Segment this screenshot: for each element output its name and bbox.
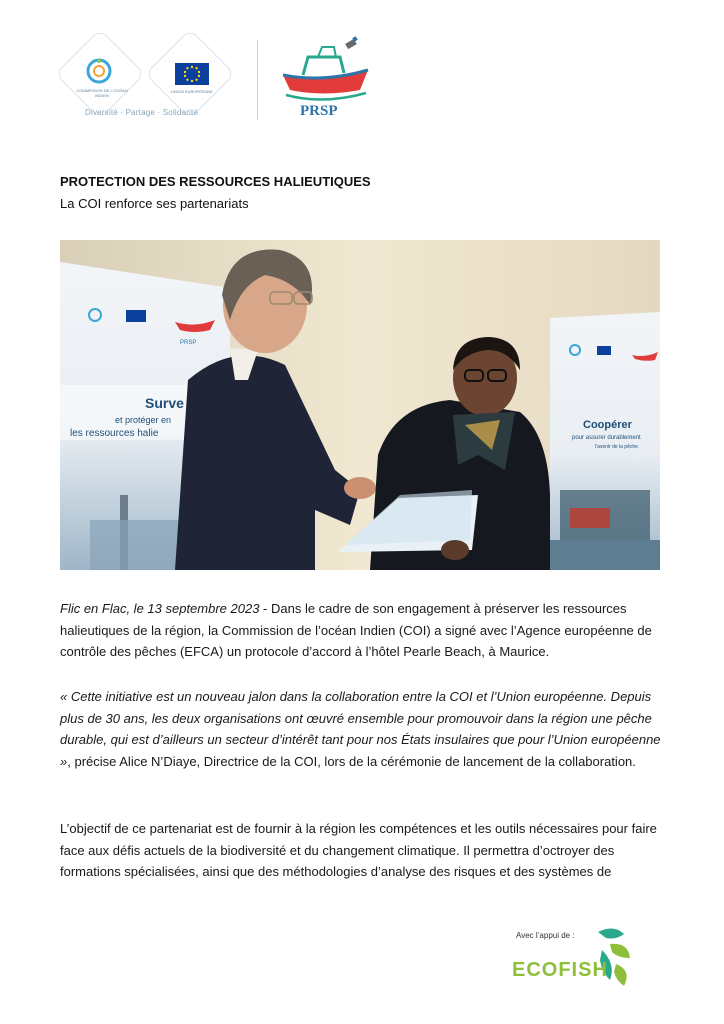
banner-left-line2: et protéger en xyxy=(115,415,172,425)
banner-right-line1: Coopérer xyxy=(583,419,632,431)
eu-flag-icon xyxy=(175,63,209,85)
paragraph-2 xyxy=(60,686,668,772)
eu-label: UNION EUROPÉENNE xyxy=(170,89,213,94)
banner-right-line3: l'avenir de la pêche xyxy=(595,444,638,450)
banner-left-line3: les ressources halie xyxy=(70,428,159,439)
coi-name: COMMISSION DE L'OCÉAN INDIEN xyxy=(76,88,128,98)
header-divider xyxy=(257,40,258,120)
ecofish-label: ECOFISH xyxy=(512,959,608,981)
banner-left-prsp: PRSP xyxy=(180,340,197,346)
coi-motto: Diversité · Partage · Solidarité xyxy=(85,108,199,117)
paragraph-2-text: , précise Alice N’Diaye, Directrice de la COI, lors de la cérémonie de lancement de la collaboration. xyxy=(67,753,636,769)
paragraph-1 xyxy=(60,598,668,663)
dateline: Flic en Flac, le 13 septembre 2023 xyxy=(60,601,260,616)
banner-left-line1: Surve xyxy=(145,395,184,411)
banner-right-line2: pour assurer durablement xyxy=(572,435,641,441)
article-subtitle: La COI renforce ses partenariats xyxy=(60,196,249,211)
paragraph-3: L’objectif de ce partenariat est de fournir à la région les compétences et les outils nécessaires pour faire face aux défis actuels de la biodiversité et du changement climatique. Il permettra d’octroyer des formations spécialisées, ainsi que des méthodologies d’analyse des risques et des systèmes de xyxy=(60,821,657,879)
quote-text: « Cette initiative est un nouveau jalon dans la collaboration entre la COI et l’Union européenne. Depuis plus de 30 ans, les deux organisations ont œuvré ensemble pour promouvoir dans la région une pêche durable, qui est d’ailleurs un secteur d’intérêt tant pour nos États insulaires que pour l’Union européenne » xyxy=(60,689,661,769)
header-logos xyxy=(50,30,380,130)
paragraph-1-text: - Dans le cadre de son engagement à préserver les ressources halieutiques de la région, la Commission de l’océan Indien (COI) a signé avec l’Agence européenne de contrôle des pêches (EFCA) un protocole d’accord à l’hôtel Pearle Beach, à Maurice. xyxy=(60,601,652,659)
ceremony-photo xyxy=(60,240,660,570)
coi-logo-icon xyxy=(86,58,112,84)
partner-logos xyxy=(50,30,250,125)
support-label: Avec l’appui de : xyxy=(516,931,575,940)
prsp-label: PRSP xyxy=(300,103,338,119)
article-title: PROTECTION DES RESSOURCES HALIEUTIQUES xyxy=(60,174,371,189)
